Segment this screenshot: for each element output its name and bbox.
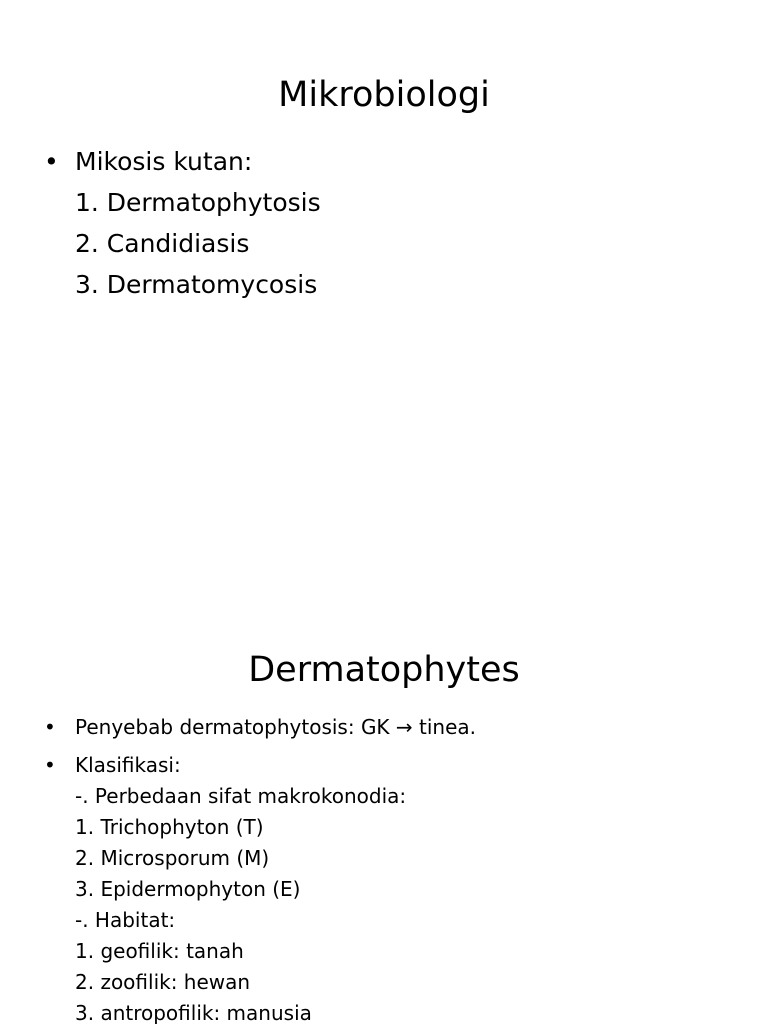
bullet-line: 1. Dermatophytosis <box>75 188 321 217</box>
slide-title: Mikrobiologi <box>278 75 490 116</box>
bullet-line: 3. Epidermophyton (E) <box>75 877 301 901</box>
slide-title: Dermatophytes <box>248 650 520 691</box>
bullet-dot-icon: • <box>44 715 56 739</box>
bullet-item <box>44 141 321 305</box>
bullet-list <box>44 712 476 1024</box>
bullet-line: 3. antropofilik: manusia <box>75 1001 312 1024</box>
bullet-line: 2. zoofilik: hewan <box>75 970 251 994</box>
bullet-line: 2. Candidiasis <box>75 229 250 258</box>
bullet-line: -. Habitat: <box>75 908 176 932</box>
bullet-list <box>44 141 321 305</box>
slide-dermatophytes <box>0 512 768 1024</box>
bullet-line: Penyebab dermatophytosis: GK → tinea. <box>75 715 477 739</box>
bullet-line: 1. geofilik: tanah <box>75 939 244 963</box>
bullet-line: Klasifikasi: <box>75 753 181 777</box>
bullet-item <box>44 712 476 743</box>
bullet-line: 1. Trichophyton (T) <box>75 815 264 839</box>
bullet-line: -. Perbedaan sifat makrokonodia: <box>75 784 407 808</box>
bullet-line: 2. Microsporum (M) <box>75 846 270 870</box>
bullet-line: 3. Dermatomycosis <box>75 270 318 299</box>
bullet-dot-icon: • <box>44 147 59 176</box>
bullet-line: Mikosis kutan: <box>75 147 253 176</box>
bullet-item <box>44 750 476 1024</box>
bullet-dot-icon: • <box>44 753 56 777</box>
